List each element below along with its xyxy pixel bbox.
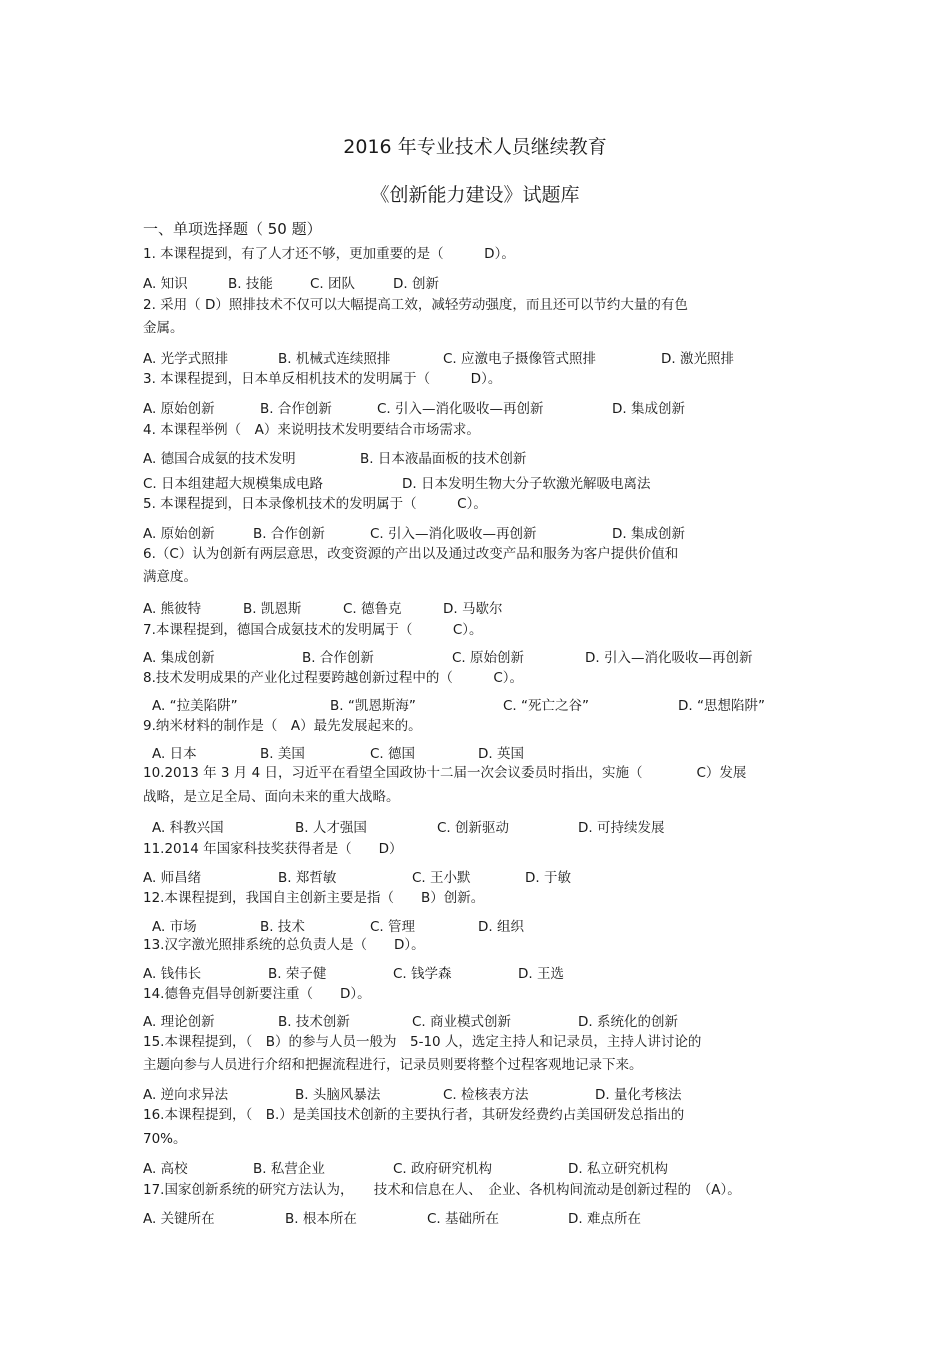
question-7-text: 7.本课程提到，德国合成氨技术的发明属于（ C）。 bbox=[143, 622, 483, 638]
question-16-text: 16.本课程提到，（ B.）是美国技术创新的主要执行者，其研发经费约占美国研发总指出的 bbox=[143, 1107, 685, 1123]
question-5-option-c: C. 引入—消化吸收—再创新 bbox=[370, 526, 537, 542]
section-heading: 一、单项选择题（ 50 题） bbox=[143, 220, 322, 238]
question-7-option-a: A. 集成创新 bbox=[143, 650, 215, 666]
question-13-option-a: A. 钱伟长 bbox=[143, 966, 202, 982]
question-11-option-c: C. 王小默 bbox=[412, 870, 471, 886]
question-16-option-d: D. 私立研究机构 bbox=[568, 1161, 668, 1177]
question-15-text: 主题向参与人员进行介绍和把握流程进行，记录员则要将整个过程客观地记录下来。 bbox=[143, 1057, 643, 1073]
question-12-option-d: D. 组织 bbox=[478, 919, 524, 935]
question-4-option-a: A. 德国合成氨的技术发明 bbox=[143, 451, 296, 467]
question-8-option-c: C. “死亡之谷” bbox=[503, 698, 589, 714]
question-5-option-b: B. 合作创新 bbox=[253, 526, 325, 542]
question-8-option-a: A. “拉美陷阱” bbox=[152, 698, 238, 714]
question-9-text: 9.纳米材料的制作是（ A）最先发展起来的。 bbox=[143, 718, 422, 734]
question-14-option-a: A. 理论创新 bbox=[143, 1014, 215, 1030]
question-6-option-b: B. 凯恩斯 bbox=[243, 601, 302, 617]
question-3-option-b: B. 合作创新 bbox=[260, 401, 332, 417]
question-1-option-c: C. 团队 bbox=[310, 276, 356, 292]
question-10-text: 战略，是立足全局、面向未来的重大战略。 bbox=[143, 789, 400, 805]
question-11-option-d: D. 于敏 bbox=[525, 870, 571, 886]
question-7-option-b: B. 合作创新 bbox=[302, 650, 374, 666]
question-7-option-d: D. 引入—消化吸收—再创新 bbox=[585, 650, 753, 666]
question-2-text: 2. 采用（ D）照排技术不仅可以大幅提高工效，减轻劳动强度，而且还可以节约大量的有色 bbox=[143, 297, 688, 313]
question-2-option-b: B. 机械式连续照排 bbox=[278, 351, 391, 367]
question-12-option-a: A. 市场 bbox=[152, 919, 197, 935]
question-10-option-b: B. 人才强国 bbox=[295, 820, 367, 836]
question-8-option-b: B. “凯恩斯海” bbox=[330, 698, 416, 714]
question-16-option-c: C. 政府研究机构 bbox=[393, 1161, 493, 1177]
question-7-option-c: C. 原始创新 bbox=[452, 650, 525, 666]
question-6-option-c: C. 德鲁克 bbox=[343, 601, 402, 617]
question-14-option-d: D. 系统化的创新 bbox=[578, 1014, 678, 1030]
question-1-option-b: B. 技能 bbox=[228, 276, 273, 292]
question-8-text: 8.技术发明成果的产业化过程要跨越创新过程中的（ C）。 bbox=[143, 670, 524, 686]
question-15-option-d: D. 量化考核法 bbox=[595, 1087, 682, 1103]
question-17-option-a: A. 关键所在 bbox=[143, 1211, 215, 1227]
question-3-option-c: C. 引入—消化吸收—再创新 bbox=[377, 401, 544, 417]
question-10-option-a: A. 科教兴国 bbox=[152, 820, 224, 836]
question-10-text: 10.2013 年 3 月 4 日，习近平在看望全国政协十二届一次会议委员时指出，实施（ C）发展 bbox=[143, 765, 747, 781]
question-14-option-b: B. 技术创新 bbox=[278, 1014, 350, 1030]
question-9-option-d: D. 英国 bbox=[478, 746, 524, 762]
question-4-option-b: B. 日本液晶面板的技术创新 bbox=[360, 451, 527, 467]
question-1-text: 1. 本课程提到，有了人才还不够，更加重要的是（ D）。 bbox=[143, 246, 515, 262]
question-1-option-a: A. 知识 bbox=[143, 276, 188, 292]
question-6-text: 6.（C）认为创新有两层意思，改变资源的产出以及通过改变产品和服务为客户提供价值和 bbox=[143, 546, 679, 562]
question-15-option-c: C. 检核表方法 bbox=[443, 1087, 529, 1103]
question-8-option-d: D. “思想陷阱” bbox=[678, 698, 765, 714]
question-17-option-b: B. 根本所在 bbox=[285, 1211, 357, 1227]
question-17-text: 17.国家创新系统的研究方法认为， 技术和信息在人、 企业、各机构间流动是创新过程的 （A）。 bbox=[143, 1182, 741, 1198]
question-2-option-d: D. 激光照排 bbox=[661, 351, 734, 367]
question-15-option-b: B. 头脑风暴法 bbox=[295, 1087, 381, 1103]
document-title: 2016 年专业技术人员继续教育 bbox=[343, 136, 607, 158]
question-6-text: 满意度。 bbox=[143, 569, 197, 585]
question-3-option-d: D. 集成创新 bbox=[612, 401, 685, 417]
question-2-text: 金属。 bbox=[143, 320, 184, 336]
question-10-option-c: C. 创新驱动 bbox=[437, 820, 510, 836]
question-16-text: 70%。 bbox=[143, 1131, 187, 1147]
question-15-option-a: A. 逆向求异法 bbox=[143, 1087, 229, 1103]
question-9-option-b: B. 美国 bbox=[260, 746, 305, 762]
question-3-text: 3. 本课程提到，日本单反相机技术的发明属于（ D）。 bbox=[143, 371, 502, 387]
question-12-text: 12.本课程提到，我国自主创新主要是指（ B）创新。 bbox=[143, 890, 485, 906]
question-2-option-c: C. 应激电子摄像管式照排 bbox=[443, 351, 597, 367]
question-11-option-b: B. 郑哲敏 bbox=[278, 870, 337, 886]
question-2-option-a: A. 光学式照排 bbox=[143, 351, 229, 367]
question-9-option-c: C. 德国 bbox=[370, 746, 416, 762]
question-13-option-c: C. 钱学森 bbox=[393, 966, 452, 982]
question-16-option-b: B. 私营企业 bbox=[253, 1161, 325, 1177]
question-15-text: 15.本课程提到，（ B）的参与人员一般为 5-10 人，选定主持人和记录员，主持人讲讨论的 bbox=[143, 1034, 702, 1050]
question-9-option-a: A. 日本 bbox=[152, 746, 197, 762]
question-17-option-d: D. 难点所在 bbox=[568, 1211, 641, 1227]
question-1-option-d: D. 创新 bbox=[393, 276, 439, 292]
question-17-option-c: C. 基础所在 bbox=[427, 1211, 500, 1227]
question-4-text: 4. 本课程举例（ A）来说明技术发明要结合市场需求。 bbox=[143, 422, 480, 438]
question-11-option-a: A. 师昌绪 bbox=[143, 870, 202, 886]
question-5-text: 5. 本课程提到，日本录像机技术的发明属于（ C）。 bbox=[143, 496, 487, 512]
question-14-option-c: C. 商业模式创新 bbox=[412, 1014, 512, 1030]
question-12-option-c: C. 管理 bbox=[370, 919, 416, 935]
question-13-option-b: B. 荣子健 bbox=[268, 966, 327, 982]
question-13-option-d: D. 王选 bbox=[518, 966, 564, 982]
document-subtitle: 《创新能力建设》试题库 bbox=[370, 184, 580, 206]
question-5-option-a: A. 原始创新 bbox=[143, 526, 215, 542]
question-4-option-d: D. 日本发明生物大分子软激光解吸电离法 bbox=[402, 476, 651, 492]
question-14-text: 14.德鲁克倡导创新要注重（ D）。 bbox=[143, 986, 371, 1002]
question-5-option-d: D. 集成创新 bbox=[612, 526, 685, 542]
question-6-option-d: D. 马歇尔 bbox=[443, 601, 503, 617]
question-11-text: 11.2014 年国家科技奖获得者是（ D） bbox=[143, 841, 403, 857]
question-6-option-a: A. 熊彼特 bbox=[143, 601, 202, 617]
question-12-option-b: B. 技术 bbox=[260, 919, 305, 935]
question-16-option-a: A. 高校 bbox=[143, 1161, 188, 1177]
question-10-option-d: D. 可持续发展 bbox=[578, 820, 665, 836]
question-4-option-c: C. 日本组建超大规模集成电路 bbox=[143, 476, 324, 492]
question-13-text: 13.汉字激光照排系统的总负责人是（ D）。 bbox=[143, 937, 425, 953]
question-3-option-a: A. 原始创新 bbox=[143, 401, 215, 417]
